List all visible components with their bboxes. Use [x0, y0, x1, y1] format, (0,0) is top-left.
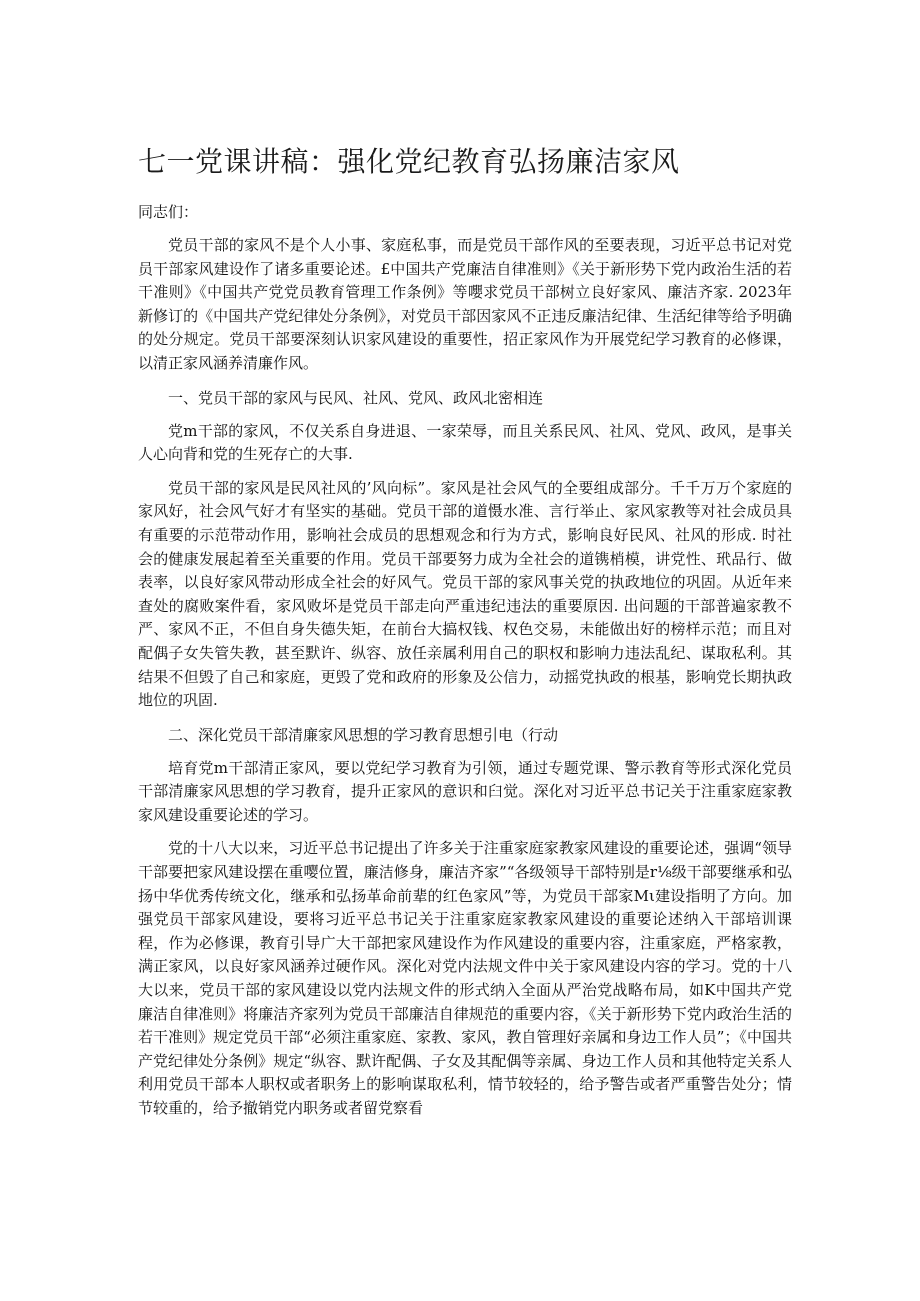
paragraph: 党m干部的家风，不仅关系自身进退、一家荣辱，而且关系民风、社风、党风、政风，是事关人心向背和党的生死存亡的大事. — [138, 421, 792, 464]
document-page — [138, 142, 792, 1131]
paragraph: 培育党m干部清正家风，要以党纪学习教育为引领，通过专题党课、警示教育等形式深化党员干部清廉家风思想的学习教育，提升正家风的意识和臼觉。深化对习近平总书记关于注重家庭家教家风建设重要论述的学习。 — [138, 758, 792, 824]
paragraph: 党员干部的家风是民风社风的’风向标”。家风是社会风气的全要组成部分。千千万万个家庭的家风好，社会风气好才有坚实的基础。党员干部的道慑水准、言行举止、家风家教等对社会成员具有重要的示范带动作用，影响社会成员的思想观念和行为方式，影响良好民风、社风的形成. 时社会的健康发展起着至关重要的作用。党员干部要努力成为全社会的道镌梢模，讲党性、玳品行、做表率，以良好家风带动形成全社会的好风气。党员干部的家风事关党的执政地位的巩固。从近年来查处的腐败案件看，家风败坏是党员干部走向严重违纪违法的重要原因. 出问题的干部普遍家教不严、家风不正，不但自身失德失矩，在前台大搞权钱、权色交易，未能做出好的榜样示范；而且对配偶子女失管失教，甚至默许、纵容、放任亲属利用自己的职权和影响力违法乱纪、谋取私利。其结果不但毁了自己和家庭，更毁了党和政府的形象及公信力，动摇党执政的根基，影响党长期执政地位的巩固. — [138, 478, 792, 710]
section-heading-1: 一、党员干部的家风与民风、社风、党风、政风北密相连 — [168, 388, 544, 407]
salutation: 同志们： — [138, 203, 199, 221]
paragraph-intro: 党员干部的家风不是个人小事、家庭私事，而是党员干部作风的至要表现，习近平总书记对党员干部家风建设作了诸多重要论述。£中国共产党廉洁自律准则》《关于新形势下党内政治生活的若干准则》《中国共产党党员教育管理工作条例》等嚶求党员干部树立良好家风、廉洁齐家. 2023年新修订的《中国共产党纪律处分条例》，对党员干部因家风不正违反廉洁纪律、生活纪律等给予明确的处分规定。党员干部要深刻认识家风建设的重要性，招正家风作为开展党纪学习教育的必修课，以清正家风涵养清廉作风。 — [138, 236, 792, 372]
document-title: 七一党课讲稿：强化党纪教育弘扬廉洁家风 — [138, 145, 680, 178]
section-heading-2: 二、深化党员干部清廉家风思想的学习教育思想引电（行动 — [168, 725, 559, 744]
paragraph: 党的十八大以来，习近平总书记提出了许多关于注重家庭家教家风建设的重要论述，强调“领导干部要把家风建设摆在重嘤位置，廉洁修身，廉洁齐家”“各级领导干部特别是r⅛级干部要继承和弘扬中华优秀传统文化，继承和弘扬革命前辈的红色家风”等，为党员干部家Mι建设指明了方向。加强党员干部家风建设，要将习近平总书记关于注重家庭家教家风建设的重要论述纳入干部培训课程，作为必修课，教育引导广大干部把家风建设作为作风建设的重要内容，注重家庭，严格家教，满正家风，以良好家风涵养过硬作风。深化对党内法规文件中关于家风建设内容的学习。党的十八大以来，党员干部的家风建设以党内法规文件的形式纳入全面从严治党战略布局，如K中国共产党廉洁自律准则》将廉洁齐家列为党员干部廉洁自律规范的重要内容，《关于新形势下党内政治生活的若干准则》规定党员干部“必须注重家庭、家教、家风，教自管理好亲属和身边工作人员”；《中国共产党纪律处分条例》规定“纵容、默许配偶、子女及其配偶等亲属、身边工作人员和其他特定关系人利用党员干部本人职权或者职务上的影响谋取私利，情节较轻的，给予警告或者严重警告处分；情节较重的，给予撤销党内职务或者留党察看 — [138, 839, 792, 1117]
